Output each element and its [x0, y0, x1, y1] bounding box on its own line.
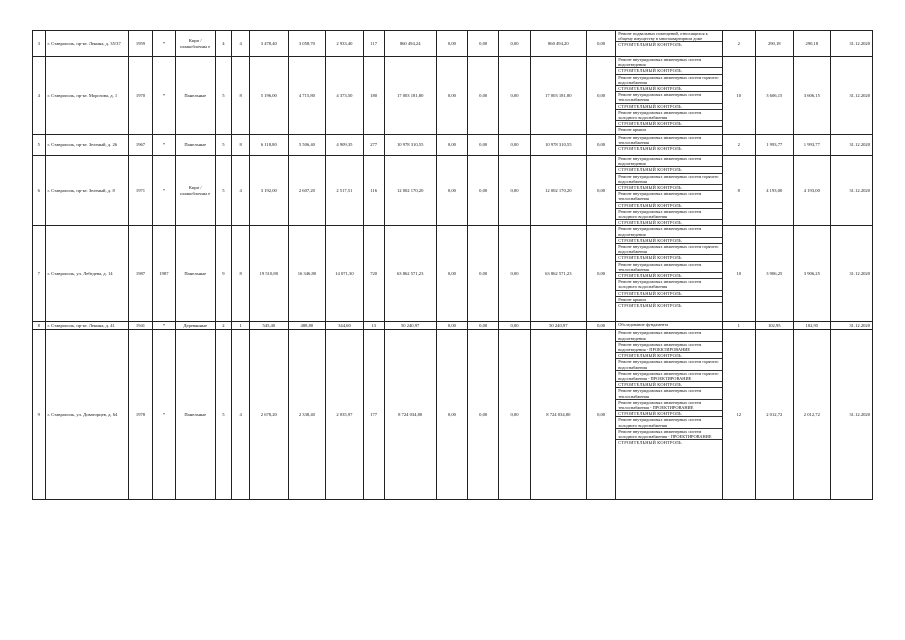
cell-c1: 0,00: [436, 135, 467, 156]
cell-p1: 3 606,15: [756, 57, 794, 135]
cell-a2: 4 715,80: [288, 57, 326, 135]
work-item: Ремонт внутридомовых инженерных систем теплоснабжения: [616, 135, 721, 146]
cell-a2: 3 058,70: [288, 31, 326, 57]
cell-c4: 63 862 571,23: [530, 226, 586, 322]
cell-mat: Панельные: [175, 135, 215, 156]
cell-addr: г. Ставрополь, ул. Лебедева, д. 14: [45, 226, 128, 322]
cell-p2: 3 606,15: [793, 57, 831, 135]
work-item: Ремонт внутридомовых инженерных систем водоотведения - ПРОЕКТИРОВАНИЕ: [616, 342, 721, 353]
work-item: Ремонт внутридомовых инженерных систем водоотведения: [616, 226, 721, 237]
cell-mat: Деревянные: [175, 322, 215, 330]
cell-works: [616, 57, 722, 135]
cell-p1: 290,18: [756, 31, 794, 57]
cell-c3: 0,00: [499, 57, 530, 135]
cell-year2: *: [152, 330, 175, 500]
cell-p1: 1 993,77: [756, 135, 794, 156]
cell-c2: 0,00: [468, 330, 499, 500]
cell-a2: 2 607,20: [288, 156, 326, 226]
work-item: Обследование фундамента: [618, 322, 669, 328]
cell-date: 31.12.2020: [831, 57, 873, 135]
cell-works: [616, 156, 722, 226]
cell-c1: 0,00: [436, 156, 467, 226]
document-page: [32, 30, 873, 500]
cell-wc: 2: [722, 31, 755, 57]
cell-fl: 5: [215, 330, 232, 500]
cell-p1: 3 906,25: [756, 226, 794, 322]
cell-mat: Панельные: [175, 226, 215, 322]
cell-c2: 0,00: [468, 156, 499, 226]
cell-c4: 860 494,20: [530, 31, 586, 57]
cell-year2: *: [152, 156, 175, 226]
cell-a3: 344,60: [326, 322, 364, 330]
work-item: Ремонт внутридомовых инженерных систем горячего водоснабжения: [616, 75, 721, 86]
cell-cost: 8 724 034,80: [384, 330, 436, 500]
cell-c5: 0,00: [586, 57, 615, 135]
cell-year2: *: [152, 135, 175, 156]
cell-c3: 0,00: [499, 330, 530, 500]
cell-c5: 0,00: [586, 156, 615, 226]
cell-ent: 4: [232, 31, 250, 57]
work-item: СТРОИТЕЛЬНЫЙ КОНТРОЛЬ: [616, 255, 721, 261]
cell-fl: 5: [215, 156, 232, 226]
cell-year: 1941: [128, 322, 152, 330]
cell-wc: 8: [722, 156, 755, 226]
cell-res: 720: [363, 226, 384, 322]
cell-addr: г. Ставрополь, пр-кт. Зеленый, д. 26: [45, 135, 128, 156]
work-item: СТРОИТЕЛЬНЫЙ КОНТРОЛЬ: [616, 238, 721, 244]
cell-c1: 0,00: [436, 330, 467, 500]
cell-c2: 0,00: [468, 31, 499, 57]
work-item: СТРОИТЕЛЬНЫЙ КОНТРОЛЬ: [616, 353, 721, 359]
cell-c5: 0,00: [586, 322, 615, 330]
work-item: СТРОИТЕЛЬНЫЙ КОНТРОЛЬ: [616, 104, 721, 110]
cell-a1: 6 118,80: [250, 135, 289, 156]
cell-ent: 8: [232, 135, 250, 156]
cell-a3: 2 517,51: [326, 156, 364, 226]
cell-c1: 0,00: [436, 31, 467, 57]
table-row: [33, 330, 873, 500]
cell-fl: 2: [215, 322, 232, 330]
cell-p2: 4 193,00: [793, 156, 831, 226]
cell-addr: г. Ставрополь, пр-кт. Морозова, д. 1: [45, 57, 128, 135]
cell-n: 4: [33, 57, 46, 135]
cell-date: 31.12.2020: [831, 226, 873, 322]
cell-p1: 2 012,72: [756, 330, 794, 500]
cell-fl: 4: [215, 31, 232, 57]
work-item: Ремонт внутридомовых инженерных систем теплоснабжения: [616, 92, 721, 103]
cell-c3: 0,00: [499, 156, 530, 226]
cell-year2: *: [152, 57, 175, 135]
cell-res: 177: [363, 330, 384, 500]
cell-n: 5: [33, 135, 46, 156]
cell-date: 31.12.2020: [831, 135, 873, 156]
cell-res: 13: [363, 322, 384, 330]
cell-cost: 50 240,97: [384, 322, 436, 330]
cell-res: 116: [363, 156, 384, 226]
cell-c1: 0,00: [436, 226, 467, 322]
cell-a2: 488,80: [288, 322, 326, 330]
cell-a3: 4 909,35: [326, 135, 364, 156]
cell-works: [616, 226, 722, 322]
cell-res: 117: [363, 31, 384, 57]
cell-mat: Панельные: [175, 330, 215, 500]
cell-fl: 5: [215, 57, 232, 135]
work-item: Ремонт внутридомовых инженерных систем горячего водоснабжения: [616, 359, 721, 370]
cell-c3: 0,00: [499, 226, 530, 322]
cell-c2: 0,00: [468, 135, 499, 156]
cell-p1: 4 193,00: [756, 156, 794, 226]
cell-cost: 860 494,24: [384, 31, 436, 57]
work-item: СТРОИТЕЛЬНЫЙ КОНТРОЛЬ: [616, 273, 721, 279]
cell-c5: 0,00: [586, 226, 615, 322]
cell-year: 1967: [128, 135, 152, 156]
cell-year: 1978: [128, 330, 152, 500]
table-body: [33, 31, 873, 500]
cell-addr: г. Ставрополь, пр-кт. Ленина, д. 35/37: [45, 31, 128, 57]
table-row: [33, 156, 873, 226]
table-row: [33, 135, 873, 156]
cell-a3: 2 035,97: [326, 330, 364, 500]
work-item: Ремонт внутридомовых инженерных систем горячего водоснабжения - ПРОЕКТИРОВАНИЕ: [616, 371, 721, 382]
cell-n: 7: [33, 226, 46, 322]
cell-p2: 3 906,25: [793, 226, 831, 322]
work-item: СТРОИТЕЛЬНЫЙ КОНТРОЛЬ: [616, 185, 721, 191]
cell-works: [616, 322, 722, 330]
cell-n: 6: [33, 156, 46, 226]
cell-c2: 0,00: [468, 226, 499, 322]
cell-works: [616, 135, 722, 156]
cell-fl: 5: [215, 135, 232, 156]
work-item: СТРОИТЕЛЬНЫЙ КОНТРОЛЬ: [618, 440, 682, 446]
work-item: СТРОИТЕЛЬНЫЙ КОНТРОЛЬ: [616, 411, 721, 417]
cell-c4: 8 724 034,80: [530, 330, 586, 500]
cell-year: 1959: [128, 31, 152, 57]
cell-a1: 3 192,00: [250, 156, 289, 226]
cell-p2: 1 993,77: [793, 135, 831, 156]
repair-program-table: [32, 30, 873, 500]
cell-c4: 12 002 170,20: [530, 156, 586, 226]
cell-c3: 0,00: [499, 31, 530, 57]
cell-a1: 2 678,20: [250, 330, 289, 500]
cell-a1: 5 196,00: [250, 57, 289, 135]
cell-a2: 5 506,40: [288, 135, 326, 156]
cell-a3: 4 373,50: [326, 57, 364, 135]
work-item: Ремонт подвальных помещений, относящихся к общему имуществу в многоквартирном доме: [616, 31, 721, 42]
cell-year2: *: [152, 31, 175, 57]
cell-year: 1971: [128, 156, 152, 226]
cell-addr: г. Ставрополь, пр-кт. Зеленый, д. 8: [45, 156, 128, 226]
work-item: Ремонт внутридомовых инженерных систем холодного водоснабжения: [616, 110, 721, 121]
cell-year: 1987: [128, 226, 152, 322]
work-item: Ремонт внутридомовых инженерных систем теплоснабжения: [616, 262, 721, 273]
cell-a1: 19 510,80: [250, 226, 289, 322]
work-item: Ремонт внутридомовых инженерных систем горячего водоснабжения: [616, 244, 721, 255]
cell-cost: 12 002 170,20: [384, 156, 436, 226]
cell-p2: 290,18: [793, 31, 831, 57]
cell-c2: 0,00: [468, 57, 499, 135]
cell-c3: 0,00: [499, 322, 530, 330]
cell-c1: 0,00: [436, 322, 467, 330]
work-item: СТРОИТЕЛЬНЫЙ КОНТРОЛЬ: [616, 203, 721, 209]
work-item: Ремонт внутридомовых инженерных систем горячего водоснабжения: [616, 174, 721, 185]
cell-n: 9: [33, 330, 46, 500]
cell-wc: 2: [722, 135, 755, 156]
cell-mat: Кирп / шлакоблочны е: [175, 156, 215, 226]
cell-wc: 10: [722, 226, 755, 322]
cell-a1: 3 478,40: [250, 31, 289, 57]
table-row: [33, 31, 873, 57]
cell-c5: 0,00: [586, 330, 615, 500]
cell-n: 8: [33, 322, 46, 330]
cell-ent: 1: [232, 322, 250, 330]
cell-c4: 10 978 310,55: [530, 135, 586, 156]
cell-wc: 12: [722, 330, 755, 500]
cell-addr: г. Ставрополь, пр-кт. Ленина, д. 41: [45, 322, 128, 330]
cell-year2: *: [152, 322, 175, 330]
cell-p2: 102,95: [793, 322, 831, 330]
table-row: [33, 226, 873, 322]
cell-cost: 63 862 571,23: [384, 226, 436, 322]
cell-c5: 0,00: [586, 135, 615, 156]
cell-cost: 10 978 310,55: [384, 135, 436, 156]
cell-date: 31.12.2020: [831, 322, 873, 330]
cell-n: 3: [33, 31, 46, 57]
cell-c3: 0,00: [499, 135, 530, 156]
work-item: СТРОИТЕЛЬНЫЙ КОНТРОЛЬ: [618, 220, 682, 226]
cell-year2: 1987: [152, 226, 175, 322]
work-item: Ремонт внутридомовых инженерных систем теплоснабжения - ПРОЕКТИРОВАНИЕ: [616, 400, 721, 411]
cell-mat: Кирп / шлакоблочны е: [175, 31, 215, 57]
work-item: Ремонт внутридомовых инженерных систем холодного водоснабжения: [616, 209, 721, 220]
cell-c2: 0,00: [468, 322, 499, 330]
table-row: [33, 57, 873, 135]
work-item: Ремонт внутридомовых инженерных систем водоотведения: [616, 330, 721, 341]
cell-date: 31.12.2020: [831, 156, 873, 226]
cell-p1: 102,95: [756, 322, 794, 330]
work-item: СТРОИТЕЛЬНЫЙ КОНТРОЛЬ: [616, 86, 721, 92]
work-item: Ремонт внутридомовых инженерных систем водоотведения: [616, 57, 721, 68]
work-item: Ремонт крыши: [616, 297, 721, 303]
work-item: СТРОИТЕЛЬНЫЙ КОНТРОЛЬ: [616, 121, 721, 127]
cell-date: 31.12.2020: [831, 31, 873, 57]
work-item: СТРОИТЕЛЬНЫЙ КОНТРОЛЬ: [616, 167, 721, 173]
work-item: Ремонт внутридомовых инженерных систем холодного водоснабжения: [616, 417, 721, 428]
table-row: [33, 322, 873, 330]
work-item: СТРОИТЕЛЬНЫЙ КОНТРОЛЬ: [618, 146, 682, 152]
cell-a2: 16 346,80: [288, 226, 326, 322]
work-item: СТРОИТЕЛЬНЫЙ КОНТРОЛЬ: [616, 291, 721, 297]
cell-works: [616, 330, 722, 500]
work-item: Ремонт внутридомовых инженерных систем теплоснабжения: [616, 191, 721, 202]
cell-fl: 9: [215, 226, 232, 322]
cell-ent: 8: [232, 57, 250, 135]
cell-mat: Панельные: [175, 57, 215, 135]
work-item: СТРОИТЕЛЬНЫЙ КОНТРОЛЬ: [618, 42, 682, 48]
cell-a3: 2 933,40: [326, 31, 364, 57]
cell-c4: 50 240,97: [530, 322, 586, 330]
work-item: СТРОИТЕЛЬНЫЙ КОНТРОЛЬ: [616, 68, 721, 74]
cell-date: 31.12.2020: [831, 330, 873, 500]
cell-ent: 8: [232, 226, 250, 322]
cell-a1: 545,40: [250, 322, 289, 330]
cell-p2: 2 012,72: [793, 330, 831, 500]
work-item: СТРОИТЕЛЬНЫЙ КОНТРОЛЬ: [618, 303, 682, 309]
cell-works: [616, 31, 722, 57]
cell-c4: 17 003 181,80: [530, 57, 586, 135]
cell-ent: 4: [232, 156, 250, 226]
cell-wc: 1: [722, 322, 755, 330]
work-item: Ремонт крыши: [618, 127, 646, 133]
cell-res: 277: [363, 135, 384, 156]
cell-ent: 4: [232, 330, 250, 500]
cell-year: 1970: [128, 57, 152, 135]
cell-a2: 2 338,40: [288, 330, 326, 500]
cell-c5: 0,00: [586, 31, 615, 57]
work-item: Ремонт внутридомовых инженерных систем водоотведения: [616, 156, 721, 167]
cell-wc: 10: [722, 57, 755, 135]
cell-addr: г. Ставрополь, ул. Доваторцев, д. 64: [45, 330, 128, 500]
cell-a3: 14 071,30: [326, 226, 364, 322]
cell-cost: 17 003 181,80: [384, 57, 436, 135]
work-item: СТРОИТЕЛЬНЫЙ КОНТРОЛЬ: [616, 382, 721, 388]
work-item: Ремонт внутридомовых инженерных систем холодного водоснабжения - ПРОЕКТИРОВАНИЕ: [616, 429, 721, 440]
work-item: Ремонт внутридомовых инженерных систем теплоснабжения: [616, 388, 721, 399]
work-item: Ремонт внутридомовых инженерных систем холодного водоснабжения: [616, 279, 721, 290]
cell-c1: 0,00: [436, 57, 467, 135]
cell-res: 180: [363, 57, 384, 135]
